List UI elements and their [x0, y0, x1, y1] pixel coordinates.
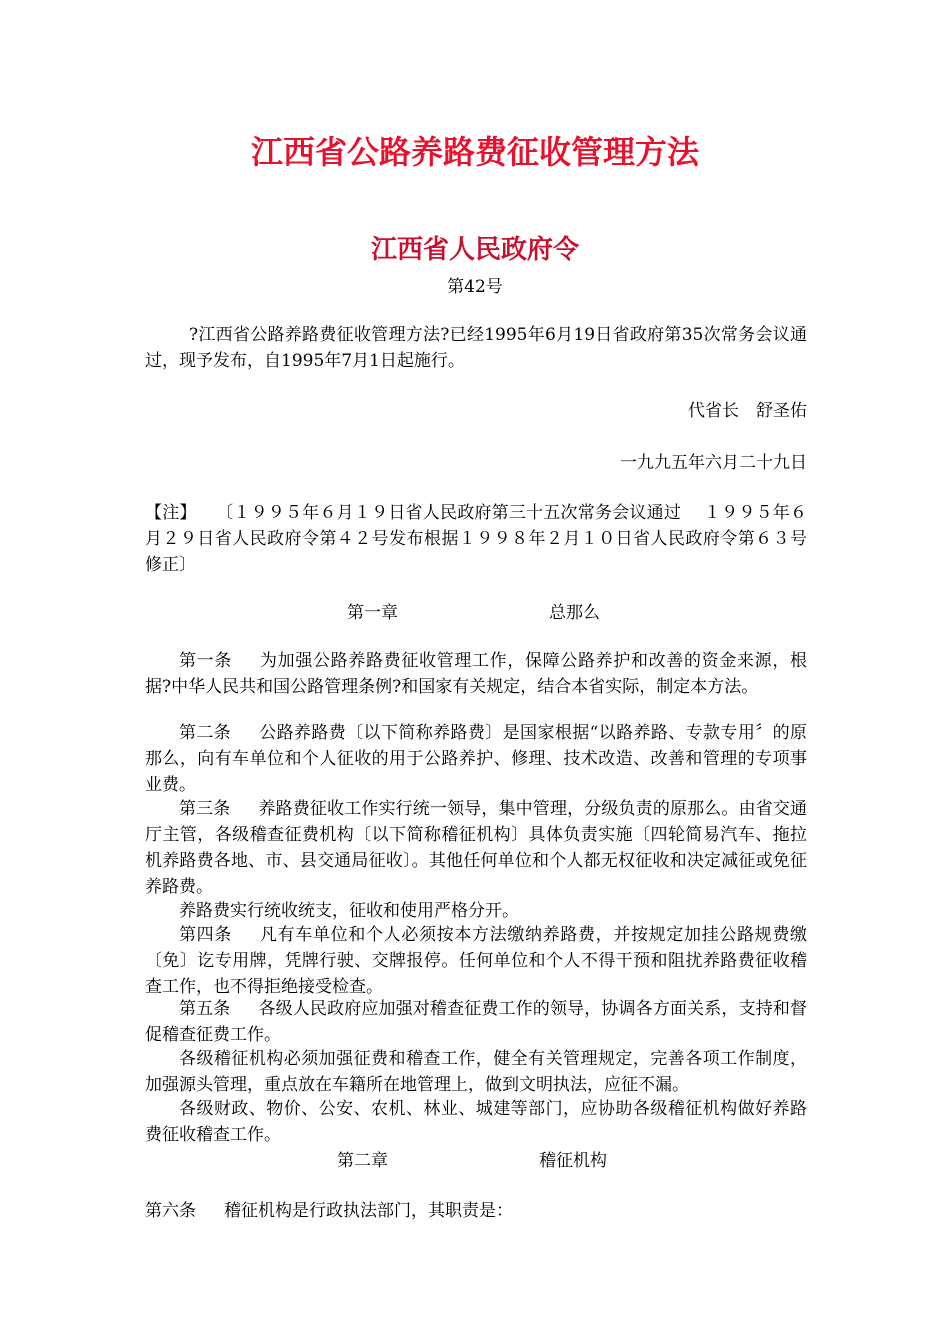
article-number: 第二条: [179, 723, 232, 743]
note-text: 〔１９９５年６月１９日省人民政府第三十五次常务会议通过 １９９５年６月２９日省人民政府令第４２号发布根据１９９８年２月１０日省人民政府令第６３号修正〕: [145, 503, 807, 575]
article-text: 为加强公路养路费征收管理工作，保障公路养护和改善的资金来源，根据?中华人民共和国公路管理条例?和国家有关规定，结合本省实际，制定本方法。: [145, 651, 807, 697]
article-3-paragraph-2: [145, 898, 807, 924]
article-number: 第四条: [179, 925, 232, 945]
preamble-paragraph: ?江西省公路养路费征收管理方法?已经1995年6月19日省政府第35次常务会议通过，现予发布，自1995年7月1日起施行。: [145, 325, 807, 371]
article-5-paragraph-3: [145, 1096, 807, 1148]
chapter-2-number: 第二章: [337, 1151, 388, 1171]
article-text: 凡有车单位和个人必须按本方法缴纳养路费，并按规定加挂公路规费缴〔免〕讫专用牌，凭牌行驶、交牌报停。任何单位和个人不得干预和阻扰养路费征收稽查工作，也不得拒绝接受检查。: [145, 925, 807, 997]
order-number: 第42号: [447, 277, 503, 297]
note-label: 【注】: [145, 503, 197, 523]
article-4: [145, 922, 807, 1000]
article-text: 公路养路费〔以下简称养路费〕是国家根据“以路养路、专款专用〞的原那么，向有车单位和个人征收的用于公路养护、修理、技术改造、改善和管理的专项事业费。: [145, 723, 808, 795]
article-number: 第一条: [179, 651, 232, 671]
chapter-1-number: 第一章: [347, 603, 398, 623]
chapter-1-name: 总那么: [549, 603, 600, 623]
article-text: 稽征机构是行政执法部门，其职责是：: [224, 1201, 513, 1221]
article-3: [145, 796, 807, 900]
article-text: 养路费实行统收统支，征收和使用严格分开。: [179, 901, 519, 921]
order-heading: 江西省人民政府令: [370, 235, 579, 265]
document-title: 江西省公路养路费征收管理方法: [250, 133, 699, 171]
signature-name: 代省长 舒圣佑: [688, 401, 807, 421]
article-text: 各级人民政府应加强对稽查征费工作的领导，协调各方面关系，支持和督促稽查征费工作。: [145, 999, 808, 1045]
article-2: [145, 720, 807, 798]
article-number: 第三条: [179, 799, 231, 819]
article-1: [145, 648, 807, 700]
article-text: 各级稽征机构必须加强征费和稽查工作，健全有关管理规定，完善各项工作制度，加强源头管理，重点放在车籍所在地管理上，做到文明执法，应征不漏。: [145, 1049, 807, 1095]
article-text: 养路费征收工作实行统一领导，集中管理，分级负责的原那么。由省交通厅主管，各级稽查征费机构〔以下简称稽征机构〕具体负责实施〔四轮简易汽车、拖拉机养路费各地、市、县交通局征收〕。其他任何单位和个人都无权征收和决定减征或免征养路费。: [145, 799, 808, 897]
article-number: 第六条: [145, 1201, 196, 1221]
article-5: [145, 996, 807, 1048]
article-5-paragraph-2: [145, 1046, 807, 1098]
article-6: [145, 1198, 807, 1224]
article-number: 第五条: [179, 999, 231, 1019]
chapter-2-name: 稽征机构: [539, 1151, 607, 1171]
note-paragraph: [145, 500, 807, 578]
signature-date: 一九九五年六月二十九日: [620, 453, 807, 473]
article-text: 各级财政、物价、公安、农机、林业、城建等部门，应协助各级稽征机构做好养路费征收稽查工作。: [145, 1099, 807, 1145]
